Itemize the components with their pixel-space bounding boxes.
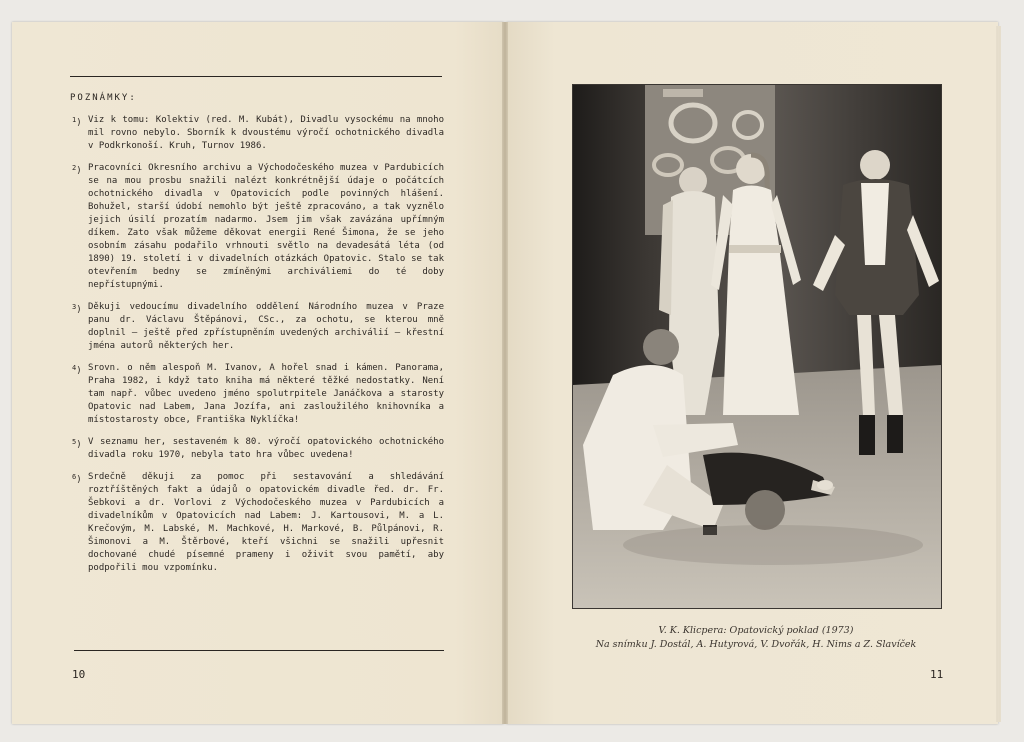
- caption-line-2: Na snímku J. Dostál, A. Hutyrová, V. Dvořák, H. Nims a Z. Slavíček: [595, 639, 917, 650]
- top-rule: [70, 76, 442, 77]
- note-item: $^1$) Viz k tomu: Kolektiv (red. M. Kubát), Divadlu vysockému na mnoho mil rovno nebylo. Sborník k dvoustému výročí ochotnického divadla v Podkrkonoší. Kruh, Turnov 1986.: [72, 115, 444, 151]
- theatre-photograph: [572, 84, 942, 609]
- notes-heading: POZNÁMKY:: [70, 93, 137, 103]
- note-item: $^5$) V seznamu her, sestaveném k 80. výročí opatovického ochotnického divadla roku 1970, nebyla tato hra vůbec uvedena!: [72, 437, 444, 460]
- bottom-rule: [74, 650, 444, 651]
- note-number: 2: [72, 164, 77, 172]
- note-item: $^2$) Pracovníci Okresního archivu a Východočeského muzea v Pardubicích se na mou prosbu snažili nalézt konkrétnější údaje o počátcích ochotnického divadla v Opatovicích podle povinných hlášení. Bohužel, starší údobí nemohlo být ještě zpracováno, a tak vyznělo jejich úsilí prozatím nadarmo. Jsem jim však zavázána upřímným díkem. Zato však můžeme děkovat energii René Šimona, že se jeho osobním zásahu podařilo vrhnouti světlo na devadesátá léta (od 1890) 19. století i v divadelních otázkách Opatovic. Stalo se tak otevřením bedny se zmíněnými archiváliemi do té doby nepřístupnými.: [72, 163, 444, 290]
- photo-caption: [574, 624, 938, 652]
- note-text: Srovn. o něm alespoň M. Ivanov, A hořel snad i kámen. Panorama, Praha 1982, i když tato kniha má některé těžké nedostatky. Není tam např. vůbec uvedeno jméno spolutrpitele Janáčkova a starosty Opatovic nad Labem, Jana Jozífa, ani zasloužilého knihovníka a místostarosty obce, Františka Nyklíčka!: [88, 363, 444, 425]
- note-item: $^4$) Srovn. o něm alespoň M. Ivanov, A hořel snad i kámen. Panorama, Praha 1982, i když tato kniha má některé těžké nedostatky. Není tam např. vůbec uvedeno jméno spolutrpitele Janáčkova a starosty Opatovic nad Labem, Jana Jozífa, ani zasloužilého knihovníka a místostarosty obce, Františka Nyklíčka!: [72, 363, 444, 425]
- note-text: Děkuji vedoucímu divadelního oddělení Národního muzea v Praze panu dr. Václavu Štěpánovi, CSc., za ochotu, se kterou mně doplnil — ještě před zpřístupněním uvedených archiválií — křestní jména autorů některých her.: [88, 302, 444, 351]
- page-number-right: 11: [930, 668, 944, 681]
- caption-line-1: V. K. Klicpera: Opatovický poklad (1973): [658, 625, 854, 636]
- note-number: 1: [72, 116, 77, 124]
- page-edges: [996, 26, 1001, 722]
- note-number: 6: [72, 473, 77, 481]
- notes-list: [72, 114, 444, 584]
- photo-illustration: [573, 85, 941, 608]
- note-text: Viz k tomu: Kolektiv (red. M. Kubát), Divadlu vysockému na mnoho mil rovno nebylo. Sborník k dvoustému výročí ochotnického divadla v Podkrkonoší. Kruh, Turnov 1986.: [88, 115, 444, 151]
- note-text: Pracovníci Okresního archivu a Východočeského muzea v Pardubicích se na mou prosbu snažili nalézt konkrétnější údaje o počátcích ochotnického divadla v Opatovicích podle povinných hlášení. Bohužel, starší údobí nemohlo být ještě zpracováno, a tak vyznělo jejich úsilí prozatím nadarmo. Jsem jim však zavázána upřímným díkem. Zato však můžeme děkovat energii René Šimona, že se jeho osobním zásahu podařilo vrhnouti světlo na devadesátá léta (od 1890) 19. století i v divadelních otázkách Opatovic. Stalo se tak otevřením bedny se zmíněnými archiváliemi do té doby nepřístupnými.: [88, 163, 444, 290]
- note-item: $^6$) Srdečně děkuji za pomoc při sestavování a shledávání roztříštěných fakt a údajů o opatovickém divadle řed. dr. Fr. Šebkovi a dr. Vorlovi z Východočeského muzea v Pardubicích a divadelníkům v Opatovicích nad Labem: J. Kartousovi, M. a L. Krečovým, M. Labské, M. Machkové, H. Markové, B. Půlpánovi, R. Šimonovi a M. Štěrbové, kteří všichni se snažili upřesnit dochované chudé písemné prameny i oživit svou pamětí, aby podpořili mou vzpomínku.: [72, 472, 444, 573]
- page-number-left: 10: [72, 668, 86, 681]
- note-number: 3: [72, 303, 77, 311]
- note-number: 4: [72, 364, 77, 372]
- note-number: 5: [72, 438, 77, 446]
- book-gutter: [502, 22, 508, 724]
- note-text: V seznamu her, sestaveném k 80. výročí opatovického ochotnického divadla roku 1970, nebyla tato hra vůbec uvedena!: [88, 437, 444, 460]
- note-item: $^3$) Děkuji vedoucímu divadelního oddělení Národního muzea v Praze panu dr. Václavu Štěpánovi, CSc., za ochotu, se kterou mně doplnil — ještě před zpřístupněním uvedených archiválií — křestní jména autorů některých her.: [72, 302, 444, 351]
- note-text: Srdečně děkuji za pomoc při sestavování a shledávání roztříštěných fakt a údajů o opatovickém divadle řed. dr. Fr. Šebkovi a dr. Vorlovi z Východočeského muzea v Pardubicích a divadelníkům v Opatovicích nad Labem: J. Kartousovi, M. a L. Krečovým, M. Labské, M. Machkové, H. Markové, B. Půlpánovi, R. Šimonovi a M. Štěrbové, kteří všichni se snažili upřesnit dochované chudé písemné prameny i oživit svou pamětí, aby podpořili mou vzpomínku.: [88, 472, 444, 573]
